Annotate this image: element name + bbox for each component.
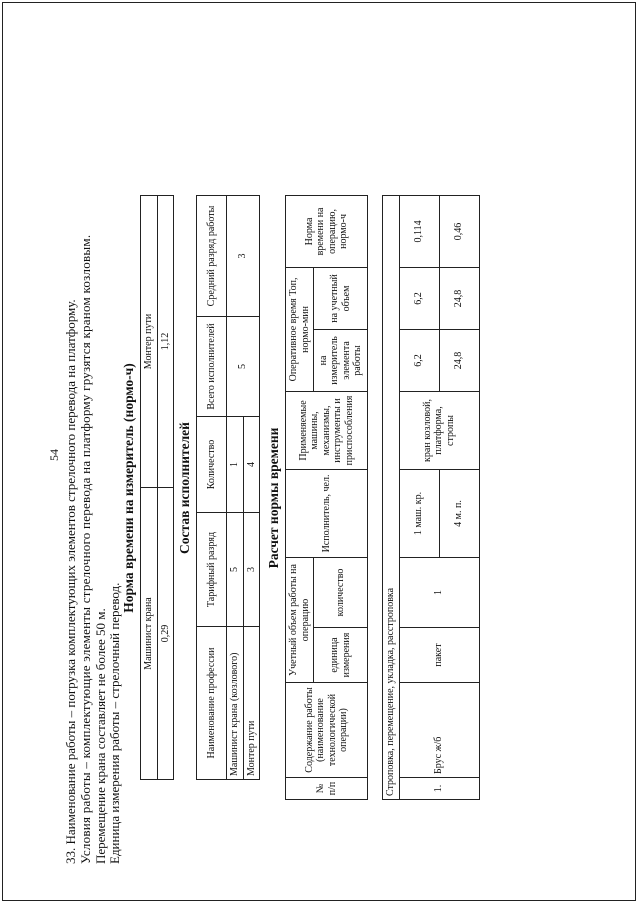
calc-row-quantity: 1: [399, 557, 479, 627]
crew-row-count: 4: [243, 417, 260, 513]
crew-row-grade: 5: [227, 513, 244, 627]
calc-row-norm: 0,114: [399, 195, 439, 267]
calc-group-heading: Строповка, перемещение, укладка, расстроповка: [383, 195, 400, 799]
calc-row-performer: 1 маш. кр.: [399, 469, 439, 557]
calc-row-num: 1.: [399, 778, 479, 800]
crew-avg-grade: 3: [227, 196, 260, 317]
norm-title: Норма времени на измеритель (нормо-ч): [121, 363, 136, 613]
crew-total: 5: [227, 317, 260, 417]
calc-header-unit: единица измерения: [314, 628, 368, 683]
calc-table: [285, 195, 480, 800]
crew-row-profession: Машинист крана (козлового): [227, 627, 244, 780]
calc-header-per-volume: на учетный объем: [314, 267, 368, 329]
rotated-content: [40, 30, 600, 870]
crew-title: Состав исполнителей: [177, 422, 192, 554]
crew-header-count: Количество: [197, 417, 227, 513]
calc-row-per-volume: 24,8: [439, 267, 479, 329]
intro-line-4: Единица измерения работы – стрелочный перевод.: [107, 582, 122, 864]
intro-line-3: Перемещение крана составляет не более 50 м.: [93, 608, 108, 864]
calc-header-quantity: количество: [314, 557, 368, 627]
crew-header-avg-grade: Средний разряд работы: [197, 196, 227, 317]
calc-row-unit: пакет: [399, 628, 479, 683]
intro-line-1: 33. Наименование работы – погрузка комплектующих элементов стрелочного перевода на платформу.: [63, 299, 78, 864]
calc-header-norm: Норма времени на операцию, нормо-ч: [286, 195, 368, 267]
calc-row-per-volume: 6,2: [399, 267, 439, 329]
calc-row-norm: 0,46: [439, 195, 479, 267]
calc-row-machines: кран козловой, платформа, стропы: [399, 391, 479, 469]
calc-header-performer: Исполнитель, чел.: [286, 469, 368, 557]
calc-header-num: № п/п: [286, 778, 368, 800]
intro-line-2: Условия работы – комплектующие элементы стрелочного перевода на платформу грузятся краном козловым.: [78, 234, 93, 864]
calc-header-content: Содержание работы (наименование технологической операции): [286, 683, 368, 778]
crew-row-count: 1: [227, 417, 244, 513]
norm-header-trackman: Монтер пути: [141, 196, 158, 488]
calc-spacer: [368, 195, 383, 799]
calc-header-machines: Применяемые машины, механизмы, инструменты и приспособления: [286, 391, 368, 469]
calc-row-per-unit: 24,8: [439, 329, 479, 391]
calc-row-per-unit: 6,2: [399, 329, 439, 391]
crew-row-profession: Монтер пути: [243, 627, 260, 780]
crew-header-profession: Наименование профессии: [197, 627, 227, 780]
crew-table: [196, 195, 260, 780]
norm-value-operator: 0,29: [157, 488, 174, 780]
norm-table: [140, 195, 174, 780]
calc-row-content: Брус ж/б: [399, 683, 479, 778]
calc-row-performer: 4 м. п.: [439, 469, 479, 557]
page-number: 54: [47, 449, 61, 461]
calc-header-per-unit: на измеритель элемента работы: [314, 329, 368, 391]
calc-title: Расчет нормы времени: [266, 427, 281, 569]
norm-value-trackman: 1,12: [157, 196, 174, 488]
calc-header-volume: Учетный объем работы на операцию: [286, 557, 314, 682]
norm-header-operator: Машинист крана: [141, 488, 158, 780]
crew-header-total: Всего исполнителей: [197, 317, 227, 417]
calc-header-op-time: Оперативное время Топ, нормо-мин: [286, 267, 314, 391]
crew-row-grade: 3: [243, 513, 260, 627]
crew-header-grade: Тарифный разряд: [197, 513, 227, 627]
